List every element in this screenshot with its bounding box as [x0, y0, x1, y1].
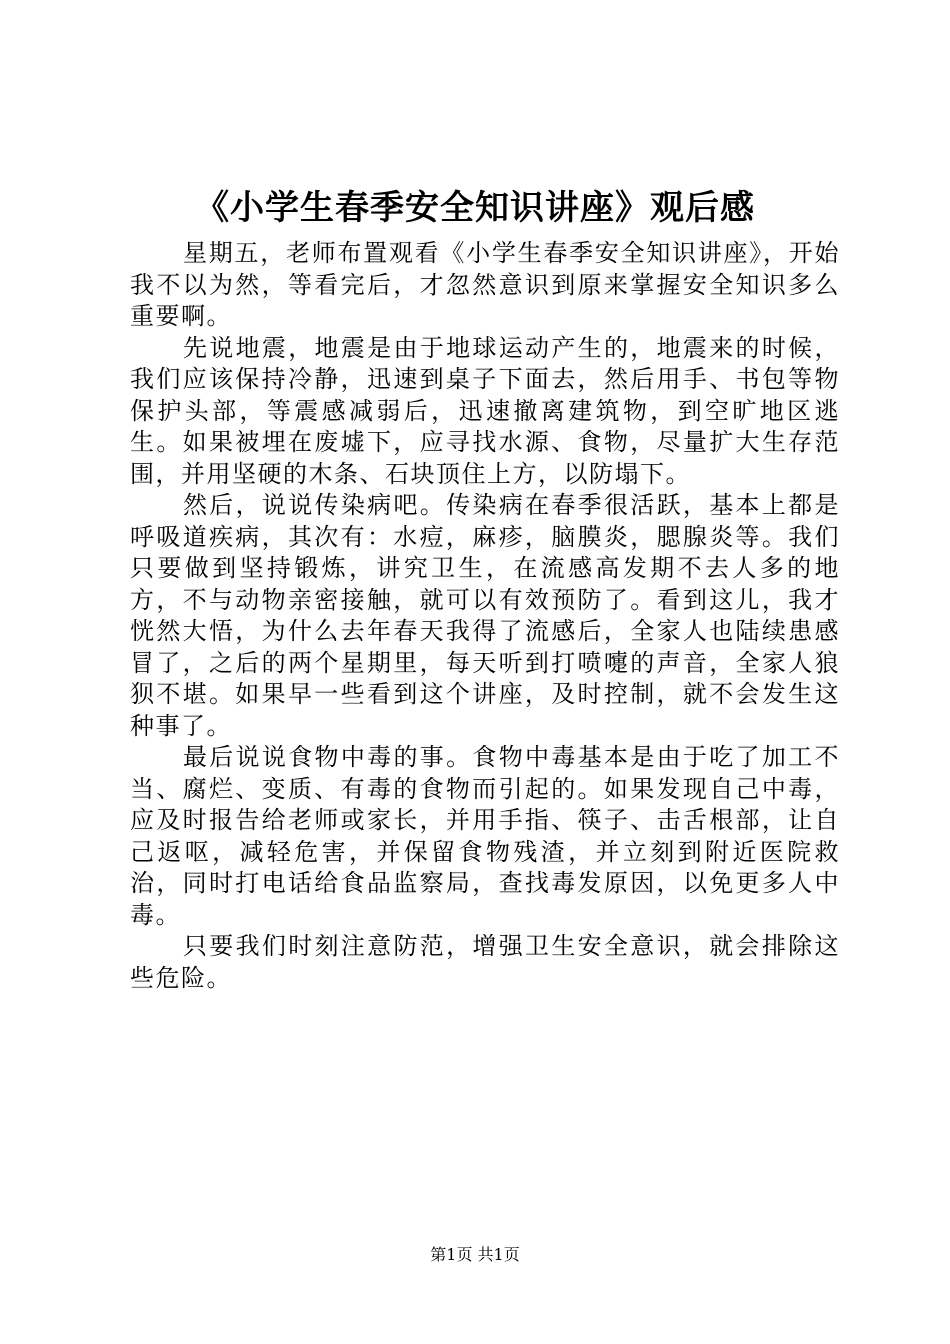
page-title: 《小学生春季安全知识讲座》观后感	[195, 188, 755, 228]
paragraph-1: 星期五，老师布置观看《小学生春季安全知识讲座》，开始我不以为然，等看完后，才忽然意识到原来掌握安全知识多么重要啊。	[130, 239, 840, 330]
paragraph-4: 最后说说食物中毒的事。食物中毒基本是由于吃了加工不当、腐烂、变质、有毒的食物而引起的。如果发现自己中毒，应及时报告给老师或家长，并用手指、筷子、击舌根部，让自己返呕，减轻危害，并保留食物残渣，并立刻到附近医院救治，同时打电话给食品监察局，查找毒发原因，以免更多人中毒。	[130, 743, 840, 929]
paragraph-5: 只要我们时刻注意防范，增强卫生安全意识，就会排除这些危险。	[130, 932, 840, 992]
paragraph-3: 然后，说说传染病吧。传染病在春季很活跃，基本上都是呼吸道疾病，其次有：水痘，麻疹，脑膜炎，腮腺炎等。我们只要做到坚持锻炼，讲究卫生，在流感高发期不去人多的地方，不与动物亲密接触，就可以有效预防了。看到这儿，我才恍然大悟，为什么去年春天我得了流感后，全家人也陆续患感冒了，之后的两个星期里，每天听到打喷嚏的声音，全家人狼狈不堪。如果早一些看到这个讲座，及时控制，就不会发生这种事了。	[130, 491, 840, 740]
page-footer: 第1页 共1页	[430, 1245, 520, 1264]
paragraph-2: 先说地震，地震是由于地球运动产生的，地震来的时候，我们应该保持冷静，迅速到桌子下面去，然后用手、书包等物保护头部，等震感减弱后，迅速撤离建筑物，到空旷地区逃生。如果被埋在废墟下，应寻找水源、食物，尽量扩大生存范围，并用坚硬的木条、石块顶住上方，以防塌下。	[130, 333, 840, 488]
article-body	[130, 238, 840, 994]
